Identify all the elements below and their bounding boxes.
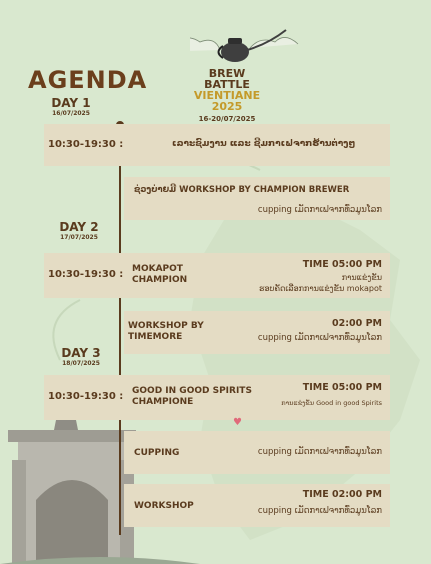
event-subtitle: ການແຂ່ງຂັນ [341,273,382,282]
day-title: DAY 2 [59,220,99,234]
event-card [44,375,390,420]
event-title: ຊ່ວງບ່າຍມີ WORKSHOP BY CHAMPION BREWER [134,185,350,195]
event-card [124,484,390,527]
kettle-icon [190,22,300,72]
day-title: DAY 3 [61,346,101,360]
event-card [124,177,390,220]
event-subtitle: cupping ເມັດກາເຟຈາກທົ່ວມູນໂລກ [257,506,382,516]
heart-icon: ♥ [233,417,242,428]
monument-illustration [0,400,200,564]
event-title: ເລາະຊົມງານ ແລະ ຊີມກາເຟຈາກຮ້ານຕ່າງໆ [172,139,356,149]
event-title: MOKAPOT CHAMPION [132,264,188,285]
event-time-right: TIME 05:00 PM [302,259,382,270]
event-time-right: TIME 05:00 PM [302,382,382,393]
event-card [124,311,390,354]
event-card [124,431,390,474]
page-title: AGENDA [28,66,148,94]
day-3-label [56,346,106,367]
event-subtitle: ການແຂ່ງຂັນ Good in good Spirits [281,399,382,407]
event-title: WORKSHOP BY TIMEMORE [128,321,204,342]
event-time: 10:30-19:30 : [48,391,124,402]
event-subtitle-2: ຮອບຄັດເລືອກການແຂ່ງຂັນ mokapot [258,284,382,293]
event-subtitle: cupping ເມັດກາເຟຈາກທົ່ວມູນໂລກ [257,205,382,215]
brand-dates: 16-20/07/2025 [198,115,256,123]
event-time-right: 02:00 PM [332,318,382,329]
day-date: 16/07/2025 [52,110,90,117]
event-subtitle: cupping ເມັດກາເຟຈາກທົ່ວມູນໂລກ [257,333,382,343]
day-1-label [46,96,96,117]
event-brand [190,68,264,125]
brand-line1: BREW BATTLE [204,67,250,91]
event-title: GOOD IN GOOD SPIRITS CHAMPIONE [132,386,252,407]
event-time-right: TIME 02:00 PM [302,489,382,500]
event-title: CUPPING [134,448,180,458]
event-title: WORKSHOP [134,501,194,511]
timeline-line [119,125,121,535]
day-date: 17/07/2025 [60,234,98,241]
event-card [44,253,390,298]
event-time: 10:30-19:30 : [48,269,124,280]
event-subtitle: cupping ເມັດກາເຟຈາກທົ່ວມູນໂລກ [257,447,382,457]
brand-line2: VIENTIANE 2025 [193,89,261,113]
event-card [44,124,390,166]
day-date: 18/07/2025 [62,360,100,367]
event-time: 10:30-19:30 : [48,139,124,150]
day-2-label [54,220,104,241]
day-title: DAY 1 [51,96,91,110]
